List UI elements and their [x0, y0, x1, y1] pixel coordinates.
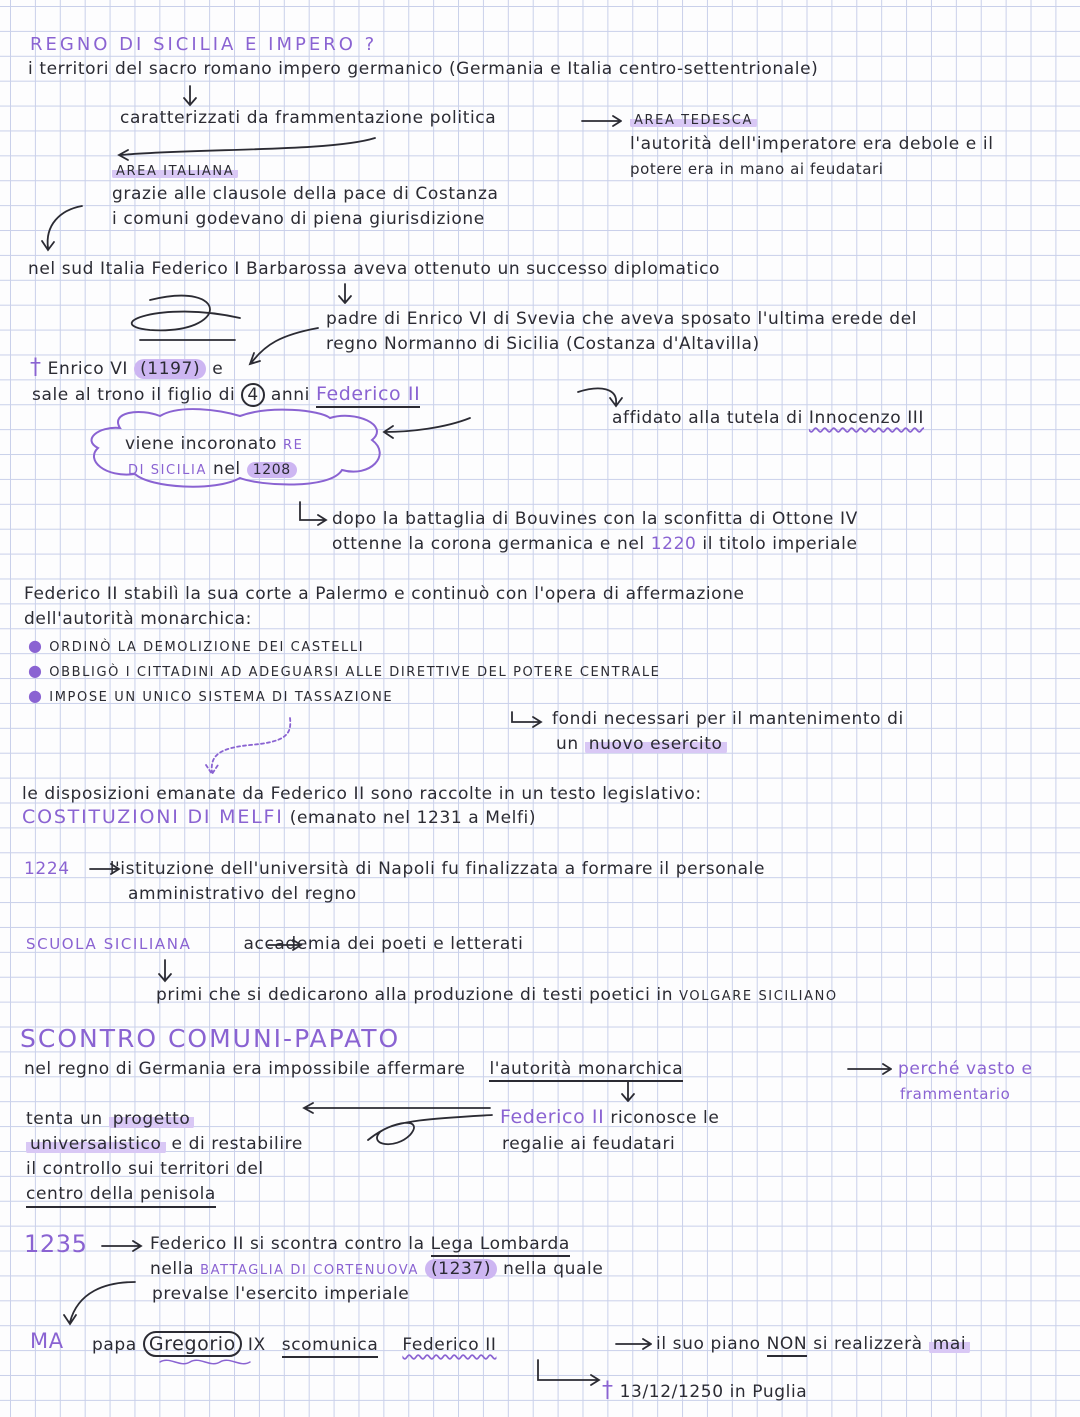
innocenzo-name: Innocenzo III: [808, 408, 925, 428]
bullet-dot-icon: ●: [28, 686, 44, 705]
loop-tenta: [368, 1115, 492, 1144]
primi-line: [156, 984, 838, 1008]
bouvines-line-2: [332, 533, 858, 555]
year-1235: 1235: [24, 1230, 88, 1258]
arrow-death: [538, 1360, 599, 1385]
scuola-siciliana: SCUOLA SICILIANA: [26, 935, 192, 953]
cloud-line-2: [128, 458, 297, 482]
restabilire-text: e di restabilire: [171, 1134, 303, 1154]
bullet-verb: IMPOSE: [49, 690, 109, 705]
federico-riconosce: Federico II: [500, 1106, 605, 1128]
affidato-text: affidato alla tutela di: [612, 408, 803, 428]
napoli-line-1: [24, 858, 765, 880]
curve-left-1: [42, 206, 82, 250]
scontra-line: [150, 1233, 570, 1255]
death-line: [602, 1380, 807, 1403]
death-date: 13/12/1250 in Puglia: [619, 1382, 808, 1402]
arrow-perche: [848, 1064, 891, 1074]
arrow-1235: [102, 1241, 141, 1251]
scomunica-text: scomunica: [282, 1335, 379, 1358]
papa-text: papa: [92, 1335, 137, 1355]
fondi-un: un: [556, 734, 579, 754]
arrow-federico-cloud: [384, 418, 470, 438]
gregorio-numeral: IX: [247, 1335, 266, 1355]
disposizioni-line: le disposizioni emanate da Federico II sono raccolte in un testo legislativo:: [22, 784, 702, 804]
arrow-down-1: [184, 86, 196, 105]
bullet-item: [28, 685, 393, 709]
bullet-item: [28, 635, 364, 659]
arrow-federico-tutela: [578, 388, 622, 406]
bullet-verb: OBBLIGÒ: [49, 665, 120, 680]
perche-line-2: frammentario: [900, 1085, 1011, 1103]
bullet-dot-icon: ●: [28, 661, 44, 680]
costituzioni-melfi: COSTITUZIONI DI MELFI: [22, 806, 284, 828]
non-text: NON: [767, 1334, 808, 1357]
bouvines-line-1: dopo la battaglia di Bouvines con la sconfitta di Ottone IV: [332, 509, 858, 529]
sale-text: sale al trono il figlio di: [32, 385, 236, 405]
area-tedesca-text: AREA TEDESCA: [630, 113, 757, 128]
regno-germania-line: [24, 1058, 683, 1080]
dashed-curve: [206, 718, 290, 774]
age-circle: 4: [241, 383, 264, 407]
cloud-re: RE: [283, 438, 304, 453]
volgare-siciliano: VOLGARE SICILIANO: [679, 989, 838, 1004]
anni-text: anni: [270, 385, 310, 405]
fondi-line-2: [556, 733, 727, 755]
realizzera-text: si realizzerà: [813, 1334, 923, 1354]
scomunica-line: [92, 1333, 496, 1356]
bullet-text: I CITTADINI AD ADEGUARSI ALLE DIRETTIVE DEL POTERE CENTRALE: [125, 665, 661, 680]
nella-quale-text: nella quale: [503, 1259, 604, 1279]
arrow-down-scuola: [159, 960, 171, 981]
universalistico-line: [26, 1133, 303, 1155]
progetto-text: progetto: [109, 1109, 195, 1129]
federico-scomunicato: Federico II: [402, 1335, 497, 1355]
napoli-text: l'istituzione dell'università di Napoli fu finalizzata a formare il personale: [109, 859, 766, 879]
bullet-item: [28, 660, 660, 684]
section-title-scontro: SCONTRO COMUNI-PAPATO: [20, 1024, 401, 1053]
perche-line-1: perché vasto e: [898, 1059, 1033, 1079]
tedesca-line-2: potere era in mano ai feudatari: [630, 160, 884, 178]
scuola-line: [26, 933, 523, 955]
padre-line-1: padre di Enrico VI di Svevia che aveva sposato l'ultima erede del: [326, 309, 918, 329]
fondi-line-1: fondi necessari per il mantenimento di: [552, 709, 904, 729]
nuovo-esercito: nuovo esercito: [585, 734, 727, 754]
enrico-death-line: [30, 357, 223, 380]
arrow-down-riconosce: [622, 1082, 634, 1101]
bullet-text: LA DEMOLIZIONE DEI CASTELLI: [117, 640, 365, 655]
bullet-text: UN UNICO SISTEMA DI TASSAZIONE: [114, 690, 394, 705]
arrow-fondi: [512, 712, 541, 727]
arrow-piano: [616, 1339, 651, 1349]
universalistico-text: universalistico: [26, 1134, 166, 1154]
curve-to-ma: [64, 1282, 135, 1324]
enrico-name: Enrico VI: [47, 359, 129, 379]
nella-text: nella: [150, 1259, 195, 1279]
scontra-text: Federico II si scontra contro la: [150, 1234, 425, 1254]
padre-line-2: regno Normanno di Sicilia (Costanza d'Altavilla): [326, 334, 760, 354]
italiana-line-1: grazie alle clausole della pace di Costanza: [112, 184, 499, 204]
bouvines-titolo: il titolo imperiale: [702, 534, 858, 554]
cloud-year: 1208: [247, 462, 297, 478]
primi-text: primi che si dedicarono alla produzione di testi poetici in: [156, 985, 674, 1005]
napoli-year: 1224: [24, 859, 70, 879]
arrow-bouvines: [300, 502, 326, 525]
battaglia-cortenuova: BATTAGLIA DI CORTENUOVA: [200, 1263, 419, 1278]
italiana-line-2: i comuni godevano di piena giurisdizione: [112, 209, 485, 229]
regno-text: nel regno di Germania era impossibile affermare: [24, 1059, 466, 1079]
centro-line: centro della penisola: [26, 1183, 216, 1208]
piano-text: il suo piano: [656, 1334, 761, 1354]
cross-icon: †: [30, 355, 42, 380]
curve-to-italiana: [119, 138, 375, 160]
title-text: REGNO DI SICILIA E IMPERO: [30, 34, 356, 55]
controllo-line: il controllo sui territori del: [26, 1159, 264, 1179]
bouvines-text: ottenne la corona germanica e nel: [332, 534, 645, 554]
corte-line-1: Federico II stabilì la sua corte a Palermo e continuò con l'opera di affermazione: [24, 584, 745, 604]
enrico-year: (1197): [134, 359, 206, 379]
tenta-line: [26, 1108, 194, 1130]
sale-al-trono-line: [32, 383, 420, 406]
section-title-regno: [30, 30, 377, 60]
arrow-down-2: [339, 284, 351, 303]
autorita-monarchica: l'autorità monarchica: [489, 1059, 683, 1082]
costituzioni-line: [22, 806, 536, 829]
area-tedesca-label: [630, 110, 757, 132]
scuola-rest: accademia dei poeti e letterati: [243, 934, 524, 954]
caratterizzati-text: caratterizzati da frammentazione politica: [120, 108, 497, 128]
cloud-nel: nel: [212, 459, 241, 479]
area-italiana-label: [112, 161, 238, 183]
corte-line-2: dell'autorità monarchica:: [24, 609, 252, 629]
riconosce-line-1: [500, 1106, 719, 1129]
battaglia-year: (1237): [425, 1259, 497, 1279]
cross-icon: †: [602, 1378, 614, 1403]
tutela-line: [612, 407, 924, 429]
cloud-line-1: [125, 433, 303, 457]
cloud-sicilia: DI SICILIA: [128, 463, 207, 478]
area-italiana-text: AREA ITALIANA: [112, 164, 238, 179]
riconosce-text: riconosce le: [610, 1108, 720, 1128]
prevalse-line: prevalse l'esercito imperiale: [152, 1284, 410, 1304]
scribble-loop: [132, 296, 240, 340]
arrow-right-tedesca: [582, 116, 621, 126]
federico-ii-name: Federico II: [316, 383, 420, 408]
intro-text: i territori del sacro romano impero germanico (Germania e Italia centro-settentrionale): [28, 59, 819, 79]
battaglia-line: [150, 1258, 603, 1282]
arrow-enrico: [250, 328, 318, 364]
bouvines-year: 1220: [650, 534, 697, 554]
ma-label: MA: [30, 1329, 64, 1353]
cloud-incoronato: viene incoronato: [125, 434, 277, 454]
lega-lombarda: Lega Lombarda: [431, 1234, 570, 1257]
wavy-gregorio: [160, 1360, 250, 1363]
bullet-dot-icon: ●: [28, 636, 44, 655]
piano-line: [656, 1333, 970, 1355]
arrow-left-federico: [304, 1103, 490, 1113]
gregorio-name: Gregorio: [143, 1331, 242, 1357]
riconosce-line-2: regalie ai feudatari: [502, 1134, 676, 1154]
mai-text: mai: [929, 1334, 971, 1354]
enrico-e: e: [212, 359, 224, 379]
tedesca-line-1: l'autorità dell'imperatore era debole e il: [630, 134, 994, 154]
bullet-verb: ORDINÒ: [49, 640, 112, 655]
napoli-line-2: amministrativo del regno: [128, 884, 357, 904]
tenta-text: tenta un: [26, 1109, 103, 1129]
sud-italia-text: nel sud Italia Federico I Barbarossa aveva ottenuto un successo diplomatico: [28, 259, 721, 279]
title-question: ?: [364, 34, 378, 55]
costituzioni-rest: (emanato nel 1231 a Melfi): [289, 808, 537, 828]
